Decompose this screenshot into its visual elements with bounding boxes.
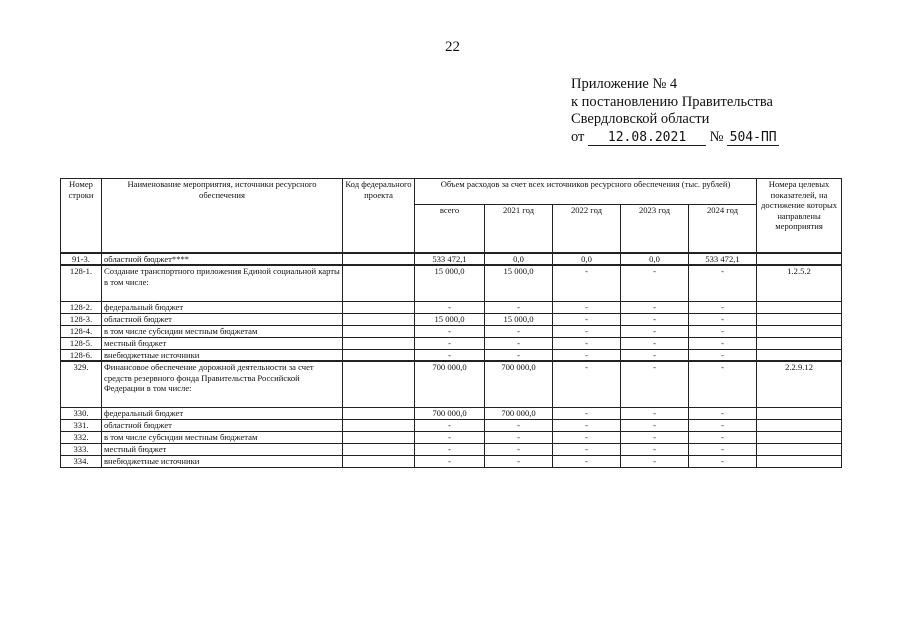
header-2023: 2023 год — [621, 205, 689, 253]
cell-2023: - — [621, 265, 689, 301]
cell-name: Финансовое обеспечение дорожной деятельности за счет средств резервного фонда Правительства Российской Федерации в том числе: — [102, 361, 343, 407]
cell-2021: - — [485, 419, 553, 431]
cell-2024: - — [689, 419, 757, 431]
number-prefix: № — [709, 128, 724, 145]
cell-target — [757, 325, 842, 337]
cell-target — [757, 301, 842, 313]
cell-2021: - — [485, 431, 553, 443]
cell-2021: - — [485, 443, 553, 455]
cell-num: 333. — [61, 443, 102, 455]
cell-2021: 0,0 — [485, 253, 553, 266]
cell-code — [343, 337, 415, 349]
cell-total: - — [415, 419, 485, 431]
cell-num: 128-6. — [61, 349, 102, 361]
cell-2022: - — [553, 301, 621, 313]
cell-2023: - — [621, 349, 689, 361]
cell-2022: - — [553, 419, 621, 431]
cell-2022: - — [553, 325, 621, 337]
header-2024: 2024 год — [689, 205, 757, 253]
cell-code — [343, 455, 415, 467]
cell-target: 1.2.5.2 — [757, 265, 842, 301]
header-volume: Объем расходов за счет всех источников ресурсного обеспечения (тыс. рублей) — [415, 179, 757, 205]
cell-2022: - — [553, 313, 621, 325]
cell-2023: - — [621, 337, 689, 349]
cell-2021: - — [485, 325, 553, 337]
cell-2022: - — [553, 455, 621, 467]
cell-num: 128-4. — [61, 325, 102, 337]
cell-name: Создание транспортного приложения Единой социальной карты в том числе: — [102, 265, 343, 301]
cell-2021: 700 000,0 — [485, 407, 553, 419]
cell-target — [757, 455, 842, 467]
cell-2024: - — [689, 337, 757, 349]
table-row — [61, 431, 842, 443]
cell-code — [343, 407, 415, 419]
table-row — [61, 253, 842, 266]
appendix-resolution-line: к постановлению Правительства — [571, 93, 773, 110]
cell-code — [343, 265, 415, 301]
cell-num: 334. — [61, 455, 102, 467]
cell-2023: - — [621, 431, 689, 443]
cell-2021: - — [485, 301, 553, 313]
header-2021: 2021 год — [485, 205, 553, 253]
cell-name: в том числе субсидии местным бюджетам — [102, 325, 343, 337]
header-2022: 2022 год — [553, 205, 621, 253]
cell-code — [343, 361, 415, 407]
header-total: всего — [415, 205, 485, 253]
table-row — [61, 443, 842, 455]
cell-name: областной бюджет**** — [102, 253, 343, 266]
cell-total: - — [415, 455, 485, 467]
header-project-code: Код федерального проекта — [343, 179, 415, 253]
cell-name: областной бюджет — [102, 313, 343, 325]
cell-num: 332. — [61, 431, 102, 443]
cell-num: 91-3. — [61, 253, 102, 266]
cell-target — [757, 253, 842, 266]
cell-total: 15 000,0 — [415, 313, 485, 325]
table-row — [61, 407, 842, 419]
cell-2024: - — [689, 265, 757, 301]
cell-2021: - — [485, 455, 553, 467]
resolution-number: 504-ПП — [727, 131, 779, 146]
cell-target — [757, 443, 842, 455]
cell-name: внебюджетные источники — [102, 455, 343, 467]
cell-2024: - — [689, 313, 757, 325]
cell-code — [343, 301, 415, 313]
cell-2021: 15 000,0 — [485, 313, 553, 325]
cell-2024: - — [689, 361, 757, 407]
date-prefix: от — [571, 128, 585, 145]
cell-2021: - — [485, 349, 553, 361]
cell-name: местный бюджет — [102, 443, 343, 455]
table-header — [61, 179, 842, 253]
cell-num: 329. — [61, 361, 102, 407]
cell-2022: - — [553, 407, 621, 419]
cell-2021: 15 000,0 — [485, 265, 553, 301]
cell-2022: - — [553, 265, 621, 301]
cell-2022: - — [553, 337, 621, 349]
cell-name: в том числе субсидии местным бюджетам — [102, 431, 343, 443]
cell-2023: - — [621, 419, 689, 431]
cell-num: 331. — [61, 419, 102, 431]
cell-target — [757, 313, 842, 325]
appendix-date-number-line — [571, 129, 779, 147]
cell-name: федеральный бюджет — [102, 407, 343, 419]
cell-target: 2.2.9.12 — [757, 361, 842, 407]
cell-2022: - — [553, 443, 621, 455]
cell-2024: - — [689, 455, 757, 467]
cell-2023: - — [621, 407, 689, 419]
cell-2023: - — [621, 301, 689, 313]
cell-code — [343, 443, 415, 455]
cell-total: 700 000,0 — [415, 407, 485, 419]
cell-name: местный бюджет — [102, 337, 343, 349]
header-row-number: Номер строки — [61, 179, 102, 253]
cell-total: 533 472,1 — [415, 253, 485, 266]
table-row — [61, 337, 842, 349]
cell-2024: - — [689, 325, 757, 337]
cell-2022: - — [553, 349, 621, 361]
cell-num: 128-3. — [61, 313, 102, 325]
header-name: Наименование мероприятия, источники ресурсного обеспечения — [102, 179, 343, 253]
cell-total: - — [415, 337, 485, 349]
cell-2021: - — [485, 337, 553, 349]
cell-target — [757, 431, 842, 443]
financing-table — [60, 178, 842, 468]
cell-name: внебюджетные источники — [102, 349, 343, 361]
cell-code — [343, 419, 415, 431]
resolution-date: 12.08.2021 — [588, 131, 706, 146]
table-row — [61, 455, 842, 467]
cell-code — [343, 431, 415, 443]
cell-2023: 0,0 — [621, 253, 689, 266]
cell-2023: - — [621, 361, 689, 407]
cell-2024: - — [689, 443, 757, 455]
cell-num: 330. — [61, 407, 102, 419]
appendix-title: Приложение № 4 — [571, 76, 678, 92]
cell-2024: - — [689, 431, 757, 443]
cell-2023: - — [621, 443, 689, 455]
cell-target — [757, 337, 842, 349]
cell-2022: - — [553, 431, 621, 443]
cell-2024: 533 472,1 — [689, 253, 757, 266]
cell-code — [343, 325, 415, 337]
table-row — [61, 313, 842, 325]
cell-2021: 700 000,0 — [485, 361, 553, 407]
cell-code — [343, 253, 415, 266]
cell-total: 15 000,0 — [415, 265, 485, 301]
cell-num: 128-1. — [61, 265, 102, 301]
cell-total: - — [415, 431, 485, 443]
table-row — [61, 349, 842, 361]
cell-target — [757, 419, 842, 431]
cell-total: 700 000,0 — [415, 361, 485, 407]
cell-total: - — [415, 349, 485, 361]
page-number: 22 — [445, 39, 460, 55]
table-row — [61, 301, 842, 313]
cell-num: 128-2. — [61, 301, 102, 313]
cell-2024: - — [689, 349, 757, 361]
cell-name: федеральный бюджет — [102, 301, 343, 313]
table-body — [61, 253, 842, 468]
cell-code — [343, 313, 415, 325]
cell-code — [343, 349, 415, 361]
cell-2022: - — [553, 361, 621, 407]
cell-2024: - — [689, 407, 757, 419]
appendix-block — [571, 76, 779, 146]
cell-num: 128-5. — [61, 337, 102, 349]
cell-target — [757, 407, 842, 419]
table-row — [61, 419, 842, 431]
cell-total: - — [415, 301, 485, 313]
cell-target — [757, 349, 842, 361]
cell-2023: - — [621, 455, 689, 467]
cell-name: областной бюджет — [102, 419, 343, 431]
cell-2023: - — [621, 325, 689, 337]
cell-2024: - — [689, 301, 757, 313]
cell-total: - — [415, 325, 485, 337]
table-row — [61, 265, 842, 301]
table-row — [61, 325, 842, 337]
cell-total: - — [415, 443, 485, 455]
header-targets: Номера целевых показателей, на достижение которых направлены мероприятия — [757, 179, 842, 253]
table-row — [61, 361, 842, 407]
cell-2022: 0,0 — [553, 253, 621, 266]
cell-2023: - — [621, 313, 689, 325]
appendix-region-line: Свердловской области — [571, 111, 710, 127]
